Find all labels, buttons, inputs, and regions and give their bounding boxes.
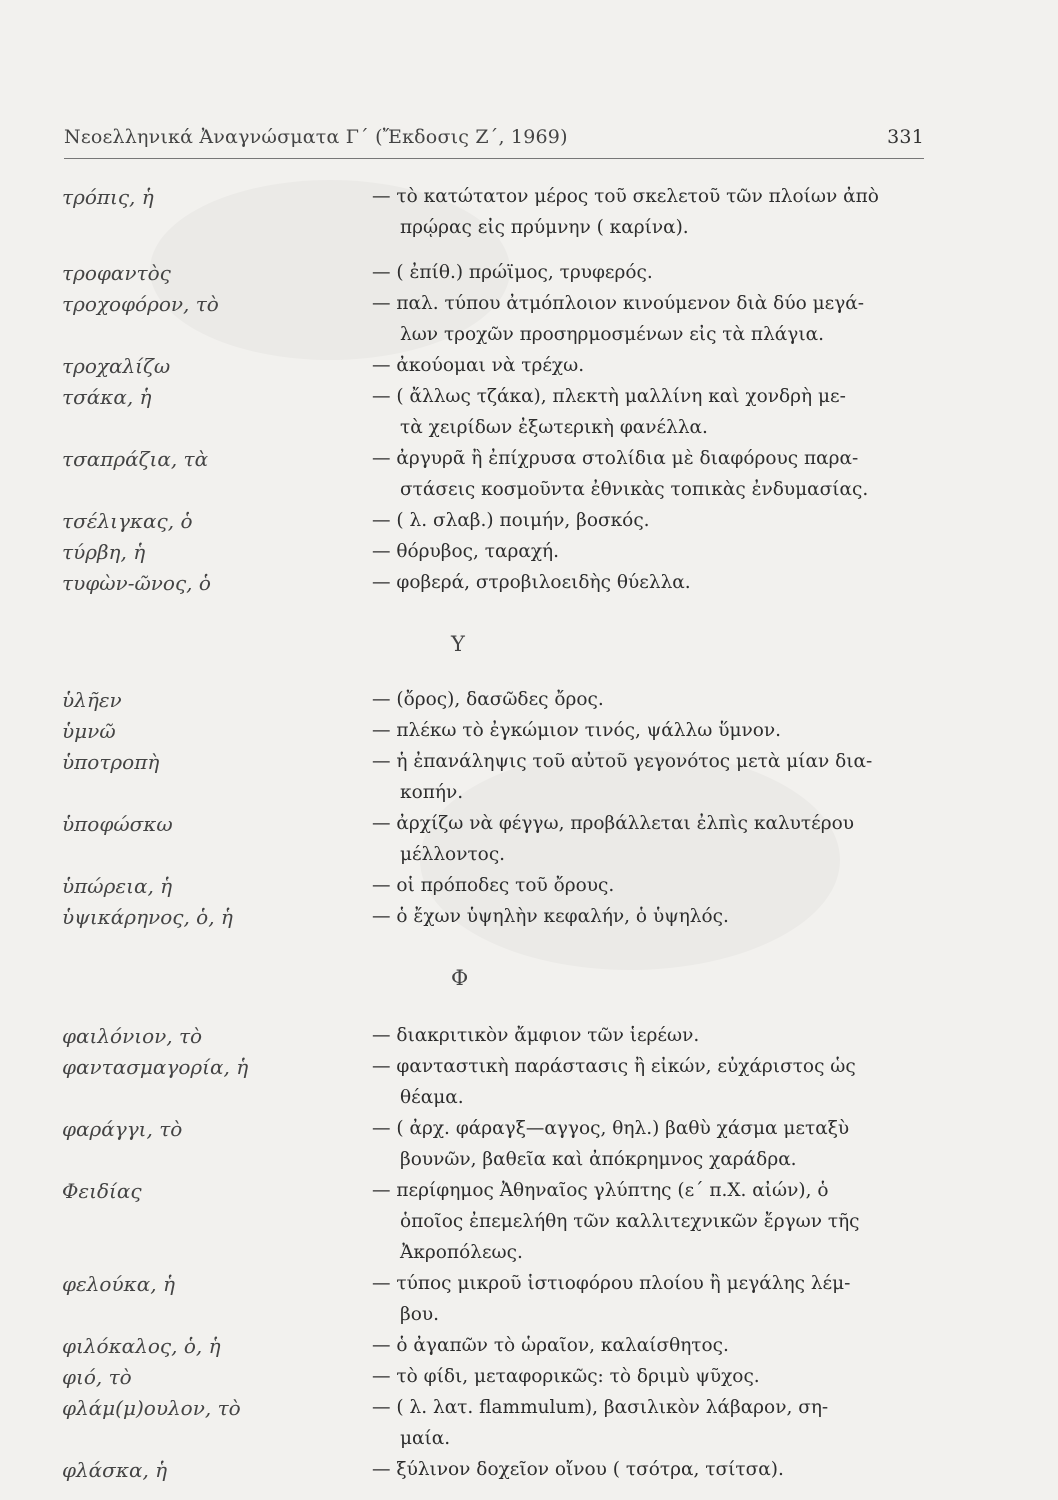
definition-failonion [372,1020,928,1051]
definition-ypsikarinos [372,901,928,932]
headword-tyrvi: τύρβη, ἡ [62,540,146,564]
definition-line: — τὸ κατώτατον μέρος τοῦ σκελετοῦ τῶν πλοίων ἀπὸ [372,186,879,207]
headword-ypotropi: ὑποτροπὴ [62,750,160,774]
definition-line: — ( ἄλλως τζάκα), πλεκτὴ μαλλίνη καὶ χονδρὴ με- [372,386,846,407]
definition-line: πρῴρας εἰς πρύμνην ( καρίνα). [400,217,689,238]
definition-line: — ( λ. λατ. flammulum), βασιλικὸν λάβαρον, ση- [372,1397,829,1418]
definition-line: — φανταστικὴ παράστασις ἢ εἰκών, εὐχάριστος ὡς [372,1056,856,1077]
definition-filokalos [372,1330,928,1361]
definition-line: — (ὄρος), δασῶδες ὄρος. [372,689,604,710]
definition-line: βου. [400,1304,439,1325]
headword-tseligkas: τσέλιγκας, ὁ [62,509,193,533]
headword-trochalizo: τροχαλίζω [62,354,171,378]
definition-ypotropi [372,746,928,808]
headword-feidias: Φειδίας [62,1179,142,1203]
definition-line: λων τροχῶν προσηρμοσμένων εἰς τὰ πλάγια. [400,324,824,345]
headword-tsaka: τσάκα, ἡ [62,385,152,409]
definition-tsaka [372,381,928,443]
headword-ypsikarinos: ὑψικάρηνος, ὁ, ἡ [62,905,233,929]
section-letter-upsilon: Υ [451,632,465,656]
definition-line: — τὸ φίδι, μεταφορικῶς: τὸ δριμὺ ψῦχος. [372,1366,760,1387]
headword-trofantos: τροφαντὸς [62,261,171,285]
definition-line: — πλέκω τὸ ἐγκώμιον τινός, ψάλλω ὕμνον. [372,720,781,741]
definition-line: — οἱ πρόποδες τοῦ ὄρους. [372,875,615,896]
definition-flaska [372,1454,928,1485]
definition-line: ὁποῖος ἐπεμελήθη τῶν καλλιτεχνικῶν ἔργων τῆς [400,1211,860,1232]
definition-line: μαία. [400,1428,451,1449]
definition-trochoforon [372,288,928,350]
definition-line: — ξύλινον δοχεῖον οἴνου ( τσότρα, τσίτσα). [372,1459,784,1480]
definition-ypofosko [372,808,928,870]
definition-faraggi [372,1113,928,1175]
definition-tsaprazia [372,443,928,505]
definition-line: — ( ἐπίθ.) πρώϊμος, τρυφερός. [372,262,653,283]
book-title: Νεοελληνικά Ἀναγνώσματα Γ΄ (Ἔκδοσις Ζ΄, 1969) [64,126,568,148]
headword-filokalos: φιλόκαλος, ὁ, ἡ [62,1334,221,1358]
definition-feidias [372,1175,928,1268]
definition-line: κοπήν. [400,782,464,803]
headword-flamoulon: φλάμ(μ)ουλον, τὸ [62,1396,241,1420]
headword-ymno: ὑμνῶ [62,719,116,743]
definition-tropis [372,181,928,243]
definition-ymno [372,715,928,746]
definition-line: — ἀργυρᾶ ἢ ἐπίχρυσα στολίδια μὲ διαφόρους παρα- [372,448,859,469]
definition-felouka [372,1268,928,1330]
definition-line: — ἀρχίζω νὰ φέγγω, προβάλλεται ἐλπὶς καλυτέρου [372,813,854,834]
page-number: 331 [887,126,924,148]
definition-tyrvi [372,536,928,567]
headword-ylien: ὑλῆεν [62,688,122,712]
headword-fantasmagoria: φαντασμαγορία, ἡ [62,1055,249,1079]
headword-failonion: φαιλόνιον, τὸ [62,1024,203,1048]
definition-flamoulon [372,1392,928,1454]
definition-line: — ( ἀρχ. φάραγξ—αγγος, θηλ.) βαθὺ χάσμα μεταξὺ [372,1118,850,1139]
headword-trochoforon: τροχοφόρον, τὸ [62,292,219,316]
definition-line: — ὁ ἔχων ὑψηλὴν κεφαλήν, ὁ ὑψηλός. [372,906,729,927]
headword-flaska: φλάσκα, ἡ [62,1458,168,1482]
headword-tropis: τρόπις, ἡ [62,185,154,209]
headword-fio: φιό, τὸ [62,1365,132,1389]
definition-line: — φοβερά, στροβιλοειδὴς θύελλα. [372,572,691,593]
definition-line: θέαμα. [400,1087,464,1108]
section-letter-phi: Φ [451,966,469,990]
headword-faraggi: φαράγγι, τὸ [62,1117,183,1141]
definition-line: — ἡ ἐπανάληψις τοῦ αὐτοῦ γεγονότος μετὰ μίαν δια- [372,751,873,772]
definition-line: — διακριτικὸν ἄμφιον τῶν ἱερέων. [372,1025,700,1046]
header-rule [64,158,924,159]
definition-line: — θόρυβος, ταραχή. [372,541,560,562]
definition-line: — ( λ. σλαβ.) ποιμήν, βοσκός. [372,510,650,531]
headword-ypofosko: ὑποφώσκω [62,812,173,836]
headword-tyfon: τυφὼν-ῶνος, ὁ [62,571,211,595]
definition-line: — ἀκούομαι νὰ τρέχω. [372,355,585,376]
definition-line: — ὁ ἀγαπῶν τὸ ὡραῖον, καλαίσθητος. [372,1335,729,1356]
definition-yporeia [372,870,928,901]
definition-fio [372,1361,928,1392]
running-head [64,126,924,152]
headword-yporeia: ὑπώρεια, ἡ [62,874,173,898]
definition-fantasmagoria [372,1051,928,1113]
definition-line: τὰ χειρίδων ἐξωτερικὴ φανέλλα. [400,417,708,438]
definition-line: Ἀκροπόλεως. [400,1242,523,1263]
definition-ylien [372,684,928,715]
definition-line: στάσεις κοσμοῦντα ἐθνικὰς τοπικὰς ἐνδυμασίας. [400,479,869,500]
definition-line: μέλλοντος. [400,844,506,865]
headword-tsaprazia: τσαπράζια, τὰ [62,447,209,471]
definition-tyfon [372,567,928,598]
definition-trochalizo [372,350,928,381]
definition-line: — περίφημος Ἀθηναῖος γλύπτης (ε΄ π.Χ. αἰών), ὁ [372,1180,829,1201]
definition-line: βουνῶν, βαθεῖα καὶ ἀπόκρημνος χαράδρα. [400,1149,797,1170]
definition-trofantos [372,257,928,288]
definition-line: — παλ. τύπου ἀτμόπλοιον κινούμενον διὰ δύο μεγά- [372,293,864,314]
definition-tseligkas [372,505,928,536]
headword-felouka: φελούκα, ἡ [62,1272,175,1296]
definition-line: — τύπος μικροῦ ἱστιοφόρου πλοίου ἢ μεγάλης λέμ- [372,1273,851,1294]
